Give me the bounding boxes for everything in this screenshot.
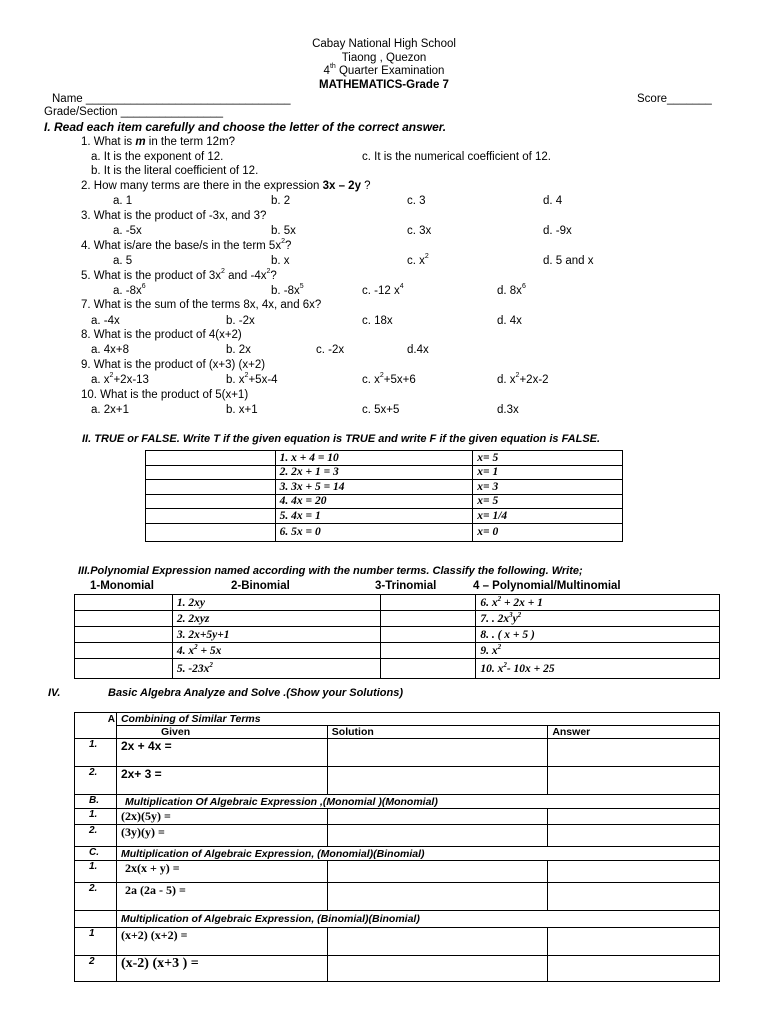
q7-option-d[interactable]: d. 4x — [497, 315, 522, 327]
table-row — [75, 847, 720, 861]
section-d-title: Multiplication of Algebraic Expression, (Binomial)(Binomial) — [116, 911, 719, 928]
answer-cell[interactable] — [146, 509, 276, 524]
answer-cell[interactable] — [380, 627, 476, 643]
solution-cell[interactable] — [327, 861, 548, 883]
table-row — [146, 480, 623, 495]
expression-cell: 5. $-23x^2$ — [172, 659, 380, 679]
expression-cell: 8. . ( x + 5 ) — [476, 627, 720, 643]
given-expression: 2x+ 3 = — [116, 767, 327, 795]
answer-cell[interactable] — [146, 480, 276, 495]
answer-cell[interactable] — [548, 767, 720, 795]
equation-cell: 1. x + 4 = 10 — [275, 451, 473, 466]
q8-text: 8. What is the product of 4(x+2) — [81, 329, 242, 341]
q1-text: 1. What is m in the term 12m? — [81, 136, 236, 148]
q2-text: 2. How many terms are there in the expression 3x – 2y ? — [81, 180, 371, 192]
part2-instruction: II. TRUE or FALSE. Write T if the given equation is TRUE and write F if the given equation is FALSE. — [82, 433, 601, 445]
answer-cell[interactable] — [75, 643, 173, 659]
q7-option-c[interactable]: c. 18x — [362, 315, 393, 327]
table-row — [75, 956, 720, 982]
exam-subject: MATHEMATICS-Grade 7 — [319, 79, 449, 91]
exam-quarter: 4th Quarter Examination — [323, 63, 445, 77]
table-row — [146, 451, 623, 466]
q10-text: 10. What is the product of 5(x+1) — [81, 389, 249, 401]
item-number: 2 — [75, 956, 117, 982]
table-row — [75, 643, 720, 659]
score-field[interactable]: Score_______ — [637, 93, 712, 105]
equation-cell: 3. 3x + 5 = 14 — [275, 480, 473, 495]
q5-option-b[interactable]: b. $-8x^5$ — [271, 283, 304, 297]
table-row — [75, 883, 720, 911]
q1-option-a[interactable]: a. It is the exponent of 12. — [91, 151, 224, 163]
answer-cell[interactable] — [548, 739, 720, 767]
answer-cell[interactable] — [75, 627, 173, 643]
value-cell: x= 5 — [473, 494, 623, 509]
table-row — [75, 627, 720, 643]
section-a-letter: A — [75, 713, 117, 726]
section-c-title: Multiplication of Algebraic Expression, (Monomial)(Binomial) — [116, 847, 719, 861]
q2-option-b[interactable]: b. 2 — [271, 195, 291, 207]
q5-option-c[interactable]: c. -12 $x^4$ — [362, 283, 404, 297]
value-cell: x= 1/4 — [473, 509, 623, 524]
q4-option-a[interactable]: a. 5 — [113, 255, 133, 267]
q8-option-b[interactable]: b. 2x — [226, 344, 251, 356]
answer-cell[interactable] — [548, 956, 720, 982]
q7-option-b[interactable]: b. -2x — [226, 315, 255, 327]
section-c-letter: C. — [75, 847, 117, 861]
item-number: 1. — [75, 861, 117, 883]
q4-text: 4. What is/are the base/s in the term $5x^2$? — [81, 238, 292, 252]
section-b-letter: B. — [75, 795, 117, 809]
q5-text: 5. What is the product of $3x^2$ and $-4x^2$? — [81, 268, 277, 282]
q3-text: 3. What is the product of -3x, and 3? — [81, 210, 267, 222]
expression-cell: 10. $x^2-$ 10x + 25 — [476, 659, 720, 679]
category-trinomial: 3-Trinomial — [375, 580, 437, 592]
solution-cell[interactable] — [327, 956, 548, 982]
table-row — [75, 726, 720, 739]
category-polynomial: 4 – Polynomial/Multinomial — [473, 580, 621, 592]
q10-option-d[interactable]: d.3x — [497, 404, 519, 416]
table-row — [146, 465, 623, 480]
table-row — [146, 523, 623, 541]
q4-option-c[interactable]: c. $x^2$ — [407, 253, 429, 267]
item-number: 2. — [75, 883, 117, 911]
answer-cell[interactable] — [380, 643, 476, 659]
table-row — [75, 713, 720, 726]
item-number: 1 — [75, 928, 117, 956]
answer-cell[interactable] — [75, 659, 173, 679]
expression-cell: 2. 2xyz — [172, 611, 380, 627]
part3-instruction: III.Polynomial Expression named according with the number terms. Classify the following. Write; — [78, 565, 583, 577]
q1-option-b[interactable]: b. It is the literal coefficient of 12. — [91, 165, 259, 177]
expression-cell: 4. $x^2 + 5x$ — [172, 643, 380, 659]
q2-option-c[interactable]: c. 3 — [407, 195, 426, 207]
q7-option-a[interactable]: a. -4x — [91, 315, 120, 327]
item-number: 1. — [75, 739, 117, 767]
q9-option-a[interactable]: a. $x^2+2x-13$ — [91, 372, 149, 386]
solution-cell[interactable] — [327, 739, 548, 767]
table-row — [146, 494, 623, 509]
table-row — [146, 509, 623, 524]
answer-cell[interactable] — [380, 611, 476, 627]
answer-cell[interactable] — [146, 494, 276, 509]
value-cell: x= 1 — [473, 465, 623, 480]
part4-number: IV. — [48, 687, 61, 699]
grade-section-field[interactable]: Grade/Section ________________ — [44, 106, 224, 118]
true-false-table — [145, 450, 623, 542]
expression-cell: 3. 2x+5y+1 — [172, 627, 380, 643]
answer-cell[interactable] — [548, 825, 720, 847]
solution-cell[interactable] — [327, 883, 548, 911]
q9-option-d[interactable]: d. $x^2+2x-2$ — [497, 372, 549, 386]
expression-cell: 9. $x^2$ — [476, 643, 720, 659]
q3-option-c[interactable]: c. 3x — [407, 225, 432, 237]
expression-cell: 6. $x^2 + 2x + 1$ — [476, 595, 720, 611]
column-answer: Answer — [548, 726, 720, 739]
name-field[interactable]: Name ________________________________ — [52, 93, 291, 105]
answer-cell[interactable] — [380, 659, 476, 679]
answer-cell[interactable] — [548, 928, 720, 956]
table-row — [75, 928, 720, 956]
polynomial-table — [74, 594, 720, 679]
given-expression: 2x + 4x = — [116, 739, 327, 767]
answer-cell[interactable] — [75, 595, 173, 611]
equation-cell: 4. 4x = 20 — [275, 494, 473, 509]
q10-option-a[interactable]: a. 2x+1 — [91, 404, 130, 416]
answer-cell[interactable] — [380, 595, 476, 611]
table-row — [75, 911, 720, 928]
school-location: Tiaong , Quezon — [341, 52, 427, 64]
item-number: 1. — [75, 809, 117, 825]
q9-text: 9. What is the product of (x+3) (x+2) — [81, 359, 266, 371]
q10-option-c[interactable]: c. 5x+5 — [362, 404, 400, 416]
answer-cell[interactable] — [548, 861, 720, 883]
column-given: Given — [116, 726, 327, 739]
table-row — [75, 861, 720, 883]
category-monomial: 1-Monomial — [90, 580, 154, 592]
q3-option-d[interactable]: d. -9x — [543, 225, 572, 237]
value-cell: x= 0 — [473, 523, 623, 541]
table-row — [75, 825, 720, 847]
expression-cell: 7. . $2x^3y^2$ — [476, 611, 720, 627]
q7-text: 7. What is the sum of the terms 8x, 4x, and 6x? — [81, 299, 322, 311]
q8-option-a[interactable]: a. 4x+8 — [91, 344, 130, 356]
school-name: Cabay National High School — [312, 38, 456, 50]
value-cell: x= 3 — [473, 480, 623, 495]
q9-option-b[interactable]: b. $x^2+5x-4$ — [226, 372, 278, 386]
solution-cell[interactable] — [327, 767, 548, 795]
part1-instruction: I. Read each item carefully and choose the letter of the correct answer. — [44, 120, 447, 134]
q8-option-c[interactable]: c. -2x — [316, 344, 345, 356]
table-row — [75, 659, 720, 679]
q3-option-b[interactable]: b. 5x — [271, 225, 296, 237]
answer-cell[interactable] — [548, 883, 720, 911]
equation-cell: 5. 4x = 1 — [275, 509, 473, 524]
solution-cell[interactable] — [327, 928, 548, 956]
answer-cell[interactable] — [548, 809, 720, 825]
item-number: 2. — [75, 767, 117, 795]
q4-option-b[interactable]: b. x — [271, 255, 290, 267]
given-expression: (x-2) (x+3 ) = — [116, 956, 327, 982]
table-row — [75, 739, 720, 767]
q5-option-d[interactable]: d. $8x^6$ — [497, 283, 526, 297]
q8-option-d[interactable]: d.4x — [407, 344, 429, 356]
section-b-title: Multiplication Of Algebraic Expression ,(Monomial )(Monomial) — [116, 795, 719, 809]
given-expression: 2x(x + y) = — [116, 861, 327, 883]
item-number: 2. — [75, 825, 117, 847]
answer-cell[interactable] — [146, 465, 276, 480]
table-row — [75, 795, 720, 809]
algebra-table — [74, 712, 720, 982]
given-expression: (3y)(y) = — [116, 825, 327, 847]
equation-cell: 2. 2x + 1 = 3 — [275, 465, 473, 480]
q10-option-b[interactable]: b. x+1 — [226, 404, 258, 416]
q2-option-a[interactable]: a. 1 — [113, 195, 133, 207]
table-row — [75, 767, 720, 795]
q4-option-d[interactable]: d. 5 and x — [543, 255, 594, 267]
given-expression: 2a (2a - 5) = — [116, 883, 327, 911]
column-solution: Solution — [327, 726, 548, 739]
solution-cell[interactable] — [327, 825, 548, 847]
category-binomial: 2-Binomial — [231, 580, 290, 592]
q2-option-d[interactable]: d. 4 — [543, 195, 563, 207]
part4-instruction: Basic Algebra Analyze and Solve .(Show your Solutions) — [108, 687, 404, 699]
q3-option-a[interactable]: a. -5x — [113, 225, 142, 237]
solution-cell[interactable] — [327, 809, 548, 825]
q1-option-c[interactable]: c. It is the numerical coefficient of 12. — [362, 151, 551, 163]
q5-option-a[interactable]: a. $-8x^6$ — [113, 283, 146, 297]
answer-cell[interactable] — [75, 611, 173, 627]
answer-cell[interactable] — [146, 523, 276, 541]
value-cell: x= 5 — [473, 451, 623, 466]
answer-cell[interactable] — [146, 451, 276, 466]
equation-cell: 6. 5x = 0 — [275, 523, 473, 541]
given-expression: (x+2) (x+2) = — [116, 928, 327, 956]
section-a-title: Combining of Similar Terms — [116, 713, 327, 726]
table-row — [75, 611, 720, 627]
given-expression: (2x)(5y) = — [116, 809, 327, 825]
table-row — [75, 595, 720, 611]
q9-option-c[interactable]: c. $x^2+5x+6$ — [362, 372, 416, 386]
table-row — [75, 809, 720, 825]
expression-cell: 1. 2xy — [172, 595, 380, 611]
